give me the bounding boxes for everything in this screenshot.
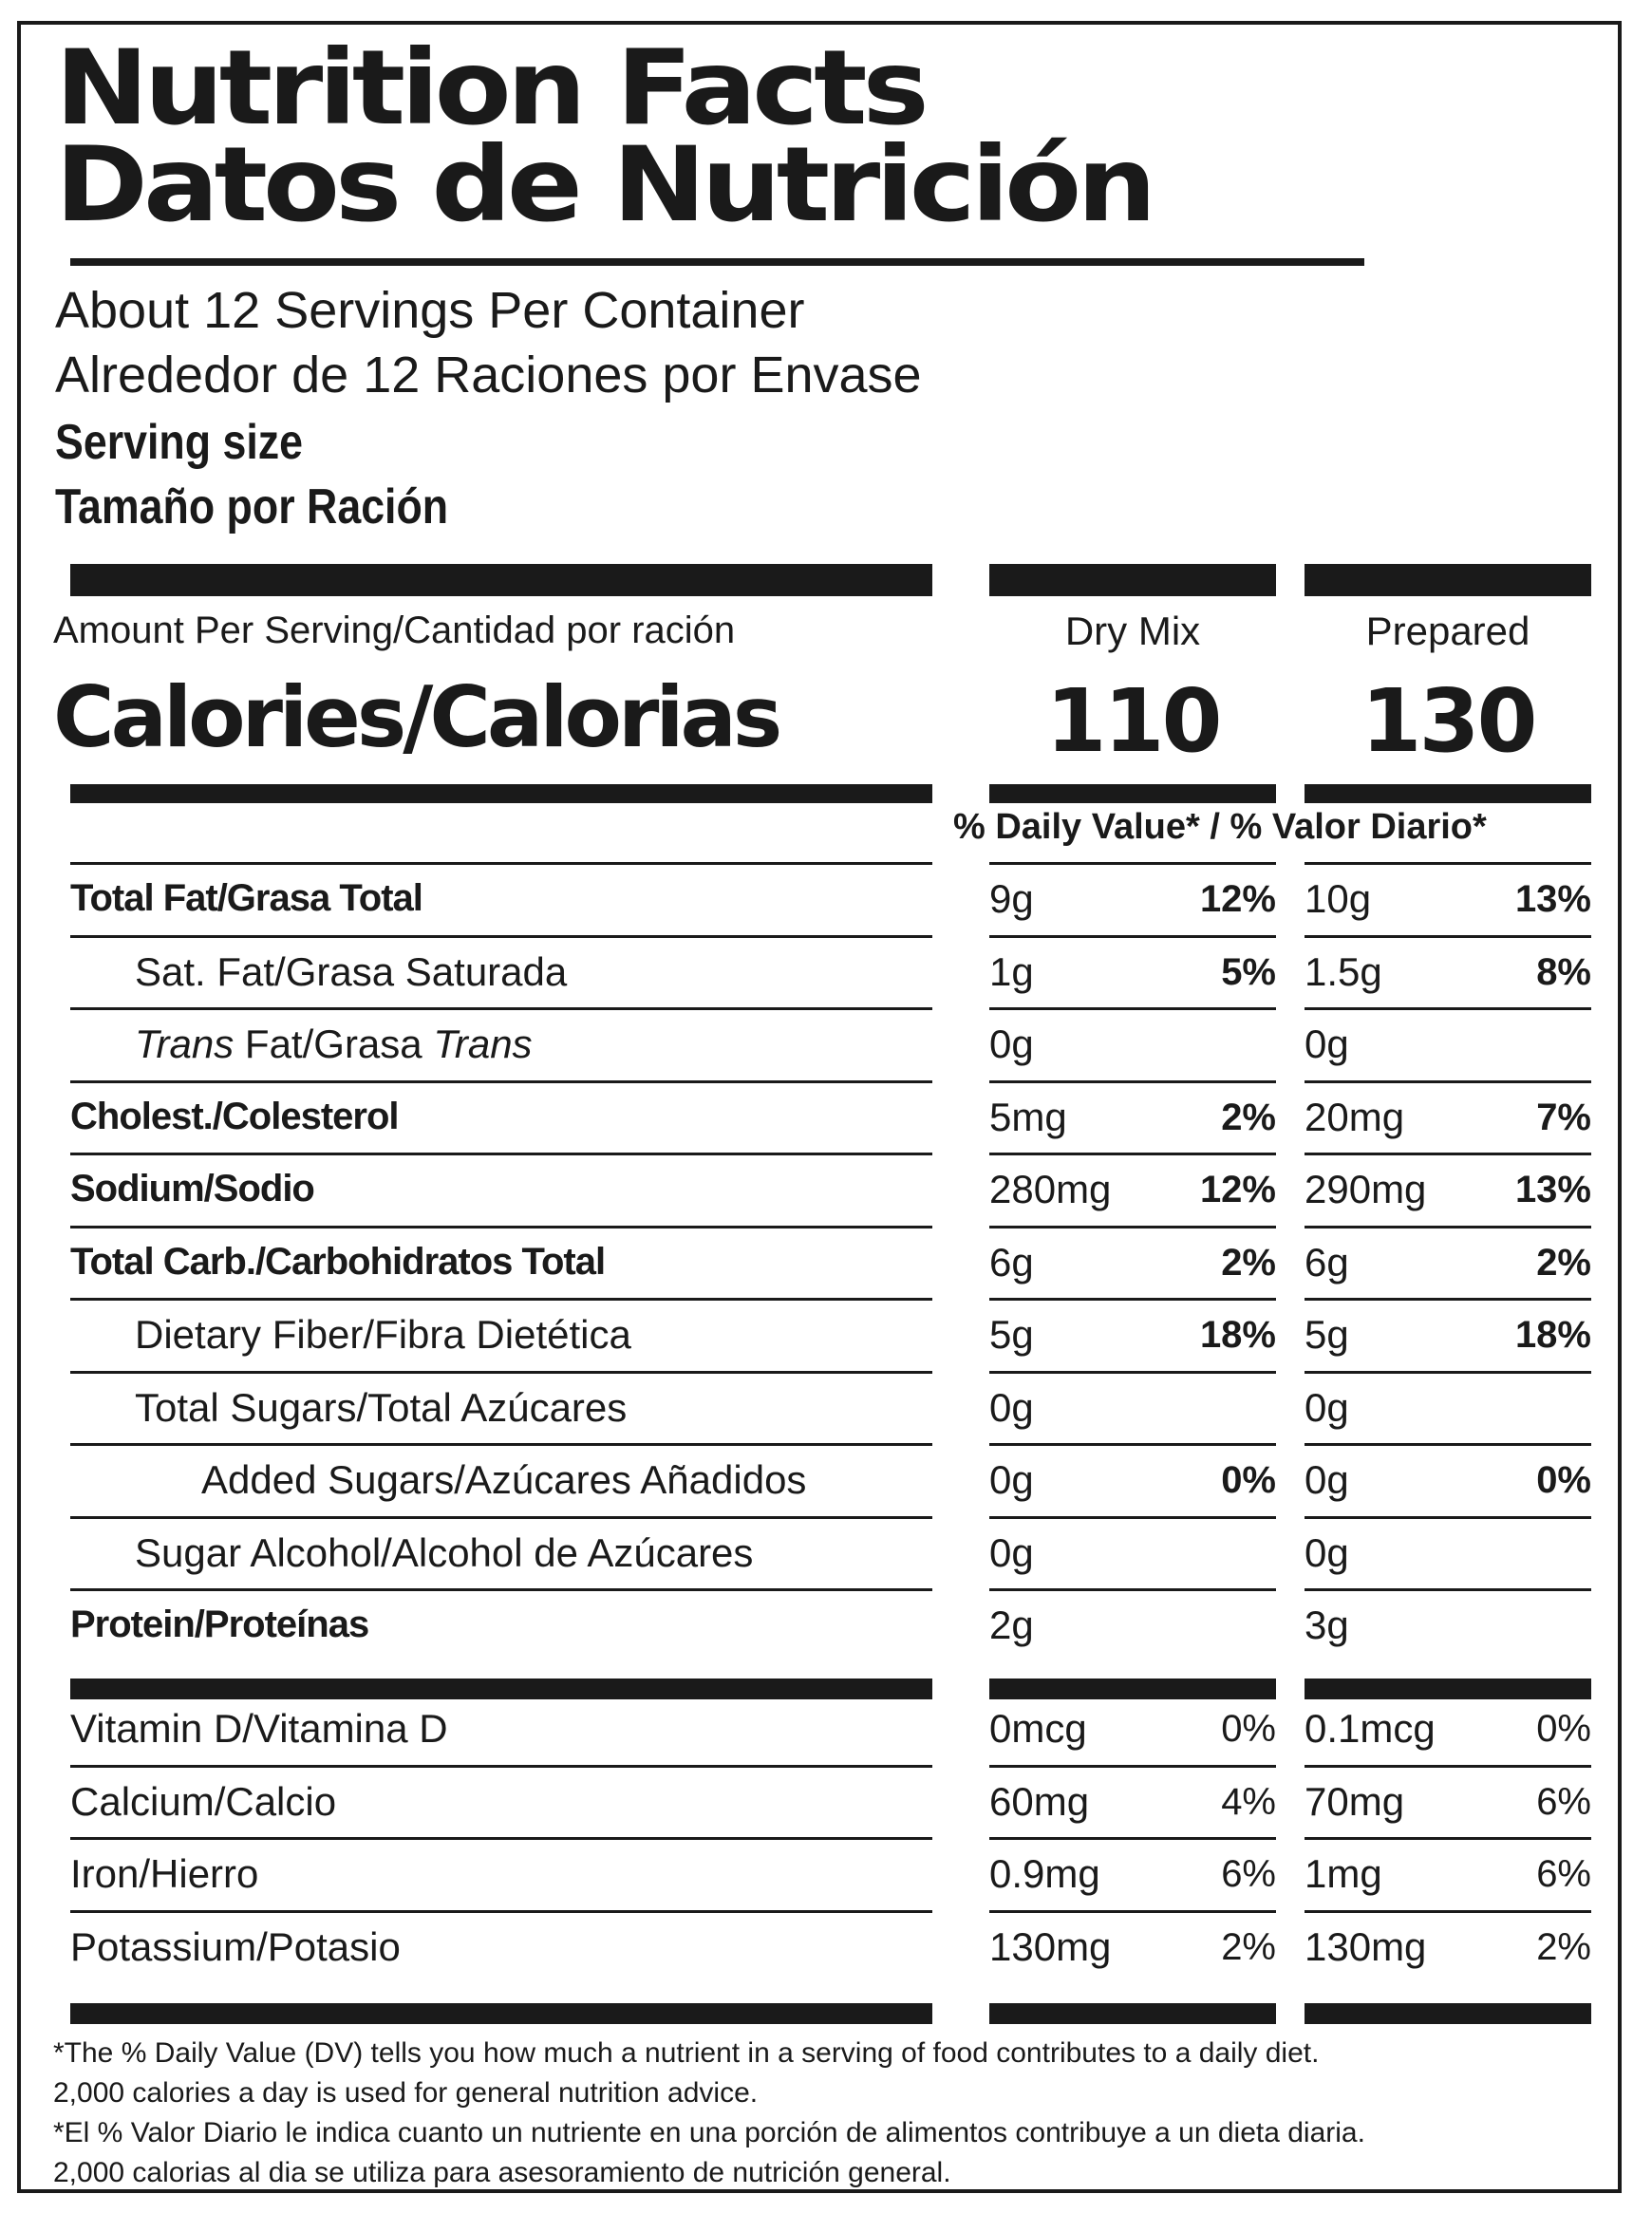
thick-bar-bottom-label bbox=[70, 2003, 932, 2024]
dry-amount: 0g bbox=[989, 1529, 1034, 1575]
row-separator-prepared bbox=[1305, 1910, 1591, 1913]
row-separator-prepared bbox=[1305, 935, 1591, 938]
dry-percent-dv: 2% bbox=[1221, 1096, 1276, 1138]
nutrient-label: Vitamin D/Vitamina D bbox=[70, 1706, 448, 1751]
prepared-percent-dv: 8% bbox=[1536, 950, 1591, 993]
title-spanish: Datos de Nutrición bbox=[55, 123, 1153, 245]
row-separator-dry bbox=[989, 1371, 1276, 1374]
daily-value-header: % Daily Value* / % Valor Diario* bbox=[953, 807, 1487, 847]
dry-amount: 130mg bbox=[989, 1923, 1112, 1969]
prepared-amount: 5g bbox=[1305, 1312, 1349, 1357]
row-separator-prepared bbox=[1305, 1226, 1591, 1228]
prepared-percent-dv: 0% bbox=[1536, 1708, 1591, 1750]
dry-percent-dv: 0% bbox=[1221, 1708, 1276, 1750]
row-separator-label bbox=[70, 1080, 932, 1083]
medium-bar-label-col bbox=[70, 784, 932, 803]
row-separator-label bbox=[70, 935, 932, 938]
thick-bar-bottom-dry bbox=[989, 2003, 1276, 2024]
servings-per-container-es: Alrededor de 12 Raciones por Envase bbox=[55, 347, 922, 403]
thick-bar-vitamins-dry bbox=[989, 1679, 1276, 1699]
prepared-amount: 0g bbox=[1305, 1457, 1349, 1502]
dry-amount: 1g bbox=[989, 948, 1034, 994]
dry-amount: 280mg bbox=[989, 1167, 1112, 1211]
dry-amount: 0g bbox=[989, 1022, 1034, 1066]
row-separator-dry bbox=[989, 1226, 1276, 1228]
dry-amount: 2g bbox=[989, 1603, 1034, 1647]
nutrient-label: Total Fat/Grasa Total bbox=[70, 877, 422, 919]
row-separator-label bbox=[70, 1443, 932, 1446]
prepared-amount: 6g bbox=[1305, 1239, 1349, 1285]
label-middle-part: Fat/Grasa bbox=[234, 1022, 434, 1066]
row-separator-prepared bbox=[1305, 1765, 1591, 1768]
row-separator-dry bbox=[989, 1298, 1276, 1301]
row-separator-dry bbox=[989, 1007, 1276, 1010]
prepared-percent-dv: 13% bbox=[1514, 1169, 1591, 1210]
row-separator-prepared bbox=[1305, 1007, 1591, 1010]
dry-percent-dv: 5% bbox=[1221, 950, 1276, 993]
prepared-amount: 20mg bbox=[1305, 1094, 1405, 1139]
dry-amount: 0.9mg bbox=[989, 1851, 1100, 1896]
dry-percent-dv: 2% bbox=[1221, 1241, 1276, 1284]
prepared-amount: 0.1mcg bbox=[1305, 1706, 1436, 1751]
dry-percent-dv: 12% bbox=[1199, 1169, 1276, 1210]
nutrient-label: Sodium/Sodio bbox=[70, 1168, 314, 1210]
row-separator-prepared bbox=[1305, 1837, 1591, 1840]
prepared-percent-dv: 6% bbox=[1536, 1780, 1591, 1823]
row-separator-dry bbox=[989, 1588, 1276, 1591]
prepared-percent-dv: 18% bbox=[1514, 1314, 1591, 1356]
dry-amount: 0g bbox=[989, 1384, 1034, 1430]
amount-per-serving: Amount Per Serving/Cantidad por ración bbox=[53, 610, 736, 651]
servings-per-container-en: About 12 Servings Per Container bbox=[55, 282, 805, 339]
column-header-prepared: Prepared bbox=[1365, 609, 1530, 653]
prepared-percent-dv: 0% bbox=[1536, 1459, 1591, 1501]
row-separator-dry bbox=[989, 1516, 1276, 1519]
prepared-amount: 290mg bbox=[1305, 1167, 1427, 1211]
row-separator-prepared bbox=[1305, 1516, 1591, 1519]
row-separator-label bbox=[70, 1371, 932, 1374]
dry-percent-dv: 0% bbox=[1221, 1459, 1276, 1501]
row-separator-label bbox=[70, 1007, 932, 1010]
nutrient-label: Sat. Fat/Grasa Saturada bbox=[135, 948, 568, 994]
medium-bar-prepared-col bbox=[1305, 784, 1591, 803]
prepared-percent-dv: 2% bbox=[1536, 1241, 1591, 1284]
calories-dry-mix: 110 bbox=[1045, 670, 1220, 772]
row-separator-prepared bbox=[1305, 1298, 1591, 1301]
prepared-percent-dv: 7% bbox=[1536, 1096, 1591, 1138]
footnote-spanish-2: 2,000 calorias al dia se utiliza para asesoramiento de nutrición general. bbox=[53, 2157, 951, 2188]
row-separator-dry bbox=[989, 1910, 1276, 1913]
footnote-english-1: *The % Daily Value (DV) tells you how much a nutrient in a serving of food contributes to a daily diet. bbox=[53, 2037, 1320, 2069]
thick-bar-label-col bbox=[70, 564, 932, 596]
row-separator-label bbox=[70, 1765, 932, 1768]
footnote-spanish-1: *El % Valor Diario le indica cuanto un nutriente en una porción de alimentos contribuye a un dieta diaria. bbox=[53, 2117, 1365, 2148]
dry-percent-dv: 6% bbox=[1221, 1853, 1276, 1895]
medium-bar-dry-col bbox=[989, 784, 1276, 803]
nutrient-label: Cholest./Colesterol bbox=[70, 1095, 399, 1137]
dry-amount: 0mcg bbox=[989, 1706, 1087, 1751]
prepared-percent-dv: 6% bbox=[1536, 1853, 1591, 1895]
prepared-amount: 0g bbox=[1305, 1022, 1349, 1066]
footnote-english-2: 2,000 calories a day is used for general nutrition advice. bbox=[53, 2077, 759, 2109]
prepared-amount: 0g bbox=[1305, 1384, 1349, 1430]
calories-label: Calories/Calorias bbox=[53, 668, 779, 766]
dry-amount: 0g bbox=[989, 1457, 1034, 1502]
row-separator-prepared bbox=[1305, 1443, 1591, 1446]
nutrient-label: Added Sugars/Azúcares Añadidos bbox=[201, 1457, 807, 1502]
thick-bar-vitamins-prepared bbox=[1305, 1679, 1591, 1699]
dry-amount: 5mg bbox=[989, 1094, 1067, 1139]
row-separator-label bbox=[70, 1298, 932, 1301]
serving-size-label-es: Tamaño por Ración bbox=[55, 479, 449, 534]
row-separator-label bbox=[70, 862, 932, 865]
prepared-percent-dv: 2% bbox=[1536, 1925, 1591, 1968]
row-separator-label bbox=[70, 1588, 932, 1591]
row-separator-prepared bbox=[1305, 1588, 1591, 1591]
prepared-amount: 3g bbox=[1305, 1603, 1349, 1647]
row-separator-prepared bbox=[1305, 862, 1591, 865]
prepared-amount: 1.5g bbox=[1305, 948, 1382, 994]
row-separator-prepared bbox=[1305, 1080, 1591, 1083]
nutrient-label: Total Sugars/Total Azúcares bbox=[135, 1384, 628, 1430]
row-separator-prepared bbox=[1305, 1371, 1591, 1374]
serving-size-label-en: Serving size bbox=[55, 415, 303, 470]
nutrient-label: Potassium/Potasio bbox=[70, 1923, 401, 1969]
row-separator-label bbox=[70, 1516, 932, 1519]
row-separator-prepared bbox=[1305, 1153, 1591, 1155]
thick-bar-vitamins-label bbox=[70, 1679, 932, 1699]
row-separator-dry bbox=[989, 1837, 1276, 1840]
prepared-amount: 130mg bbox=[1305, 1923, 1427, 1969]
dry-percent-dv: 2% bbox=[1221, 1925, 1276, 1968]
calories-prepared: 130 bbox=[1361, 670, 1535, 772]
nutrient-label: Protein/Proteínas bbox=[70, 1603, 369, 1645]
row-separator-dry bbox=[989, 1153, 1276, 1155]
dry-percent-dv: 12% bbox=[1199, 878, 1276, 920]
row-separator-dry bbox=[989, 1080, 1276, 1083]
row-separator-label bbox=[70, 1226, 932, 1228]
dry-amount: 5g bbox=[989, 1312, 1034, 1357]
row-separator-label bbox=[70, 1837, 932, 1840]
row-separator-label bbox=[70, 1153, 932, 1155]
thick-bar-bottom-prepared bbox=[1305, 2003, 1591, 2024]
thick-bar-dry-col bbox=[989, 564, 1276, 596]
nutrient-label: Calcium/Calcio bbox=[70, 1778, 337, 1824]
dry-percent-dv: 4% bbox=[1221, 1780, 1276, 1823]
row-separator-dry bbox=[989, 1443, 1276, 1446]
row-separator-label bbox=[70, 1910, 932, 1913]
label-italic-part: Trans bbox=[135, 1022, 235, 1066]
dry-amount: 9g bbox=[989, 876, 1034, 921]
title-english: Nutrition Facts bbox=[55, 27, 925, 148]
label-italic-part: Trans bbox=[433, 1022, 533, 1066]
row-separator-dry bbox=[989, 935, 1276, 938]
dry-amount: 6g bbox=[989, 1239, 1034, 1285]
prepared-amount: 70mg bbox=[1305, 1778, 1405, 1824]
column-header-dry-mix: Dry Mix bbox=[1064, 609, 1201, 653]
prepared-amount: 10g bbox=[1305, 876, 1372, 921]
prepared-percent-dv: 13% bbox=[1514, 878, 1591, 920]
nutrient-label: Sugar Alcohol/Alcohol de Azúcares bbox=[135, 1529, 754, 1575]
prepared-amount: 0g bbox=[1305, 1529, 1349, 1575]
title-rule bbox=[70, 258, 1364, 266]
nutrient-label bbox=[135, 1024, 533, 1064]
nutrient-label: Dietary Fiber/Fibra Dietética bbox=[135, 1312, 631, 1357]
dry-percent-dv: 18% bbox=[1199, 1314, 1276, 1356]
nutrient-label: Iron/Hierro bbox=[70, 1851, 259, 1896]
prepared-amount: 1mg bbox=[1305, 1851, 1382, 1896]
row-separator-dry bbox=[989, 862, 1276, 865]
nutrient-label: Total Carb./Carbohidratos Total bbox=[70, 1240, 606, 1283]
row-separator-dry bbox=[989, 1765, 1276, 1768]
thick-bar-prepared-col bbox=[1305, 564, 1591, 596]
dry-amount: 60mg bbox=[989, 1778, 1090, 1824]
